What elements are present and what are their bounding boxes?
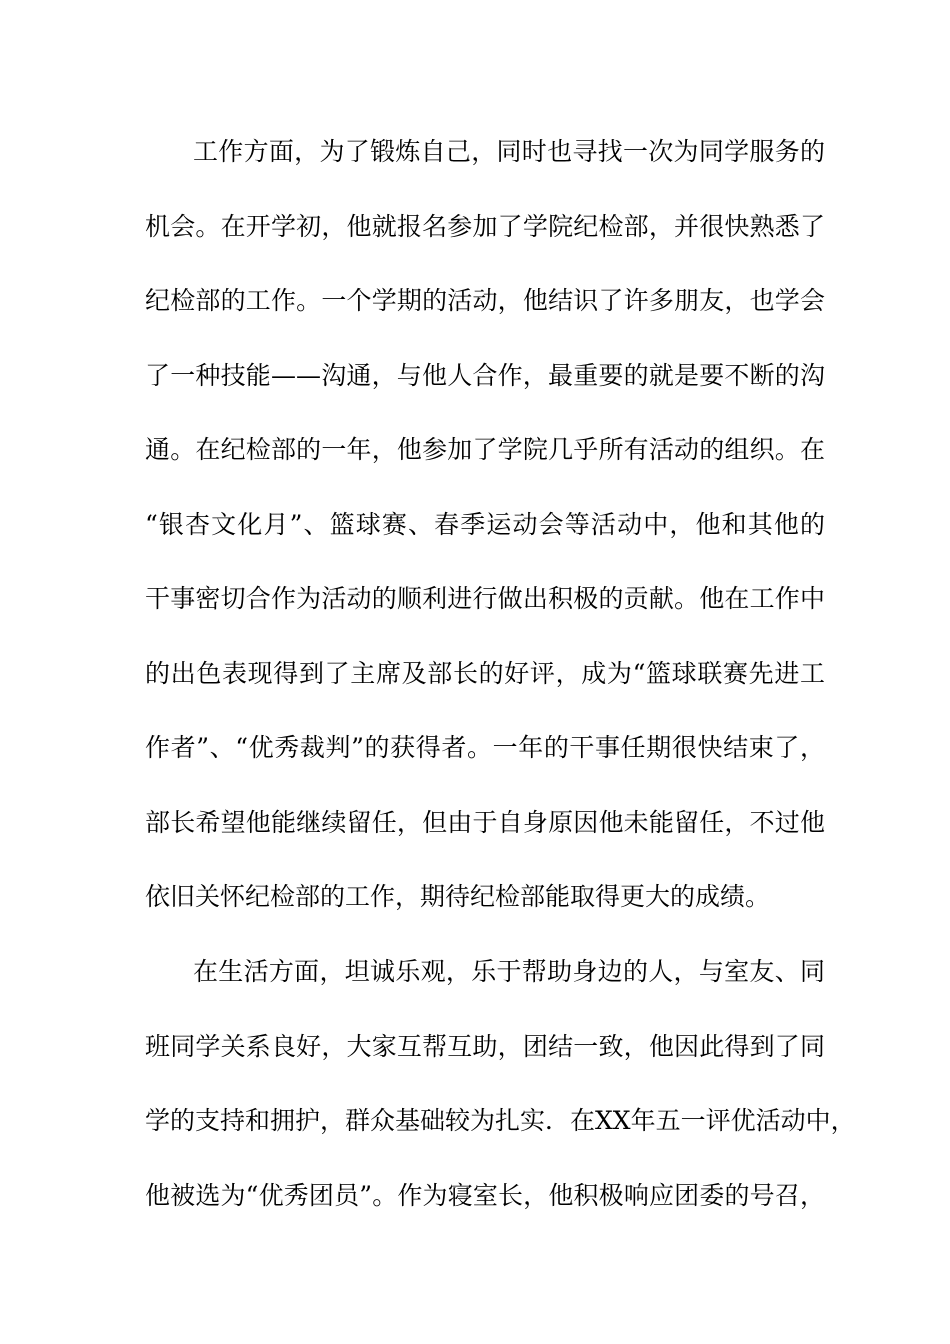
paragraph-2-line-3: 学的支持和拥护，群众基础较为扎实．在XX年五一评优活动中，	[145, 1106, 856, 1135]
paragraph-2-line-2: 班同学关系良好，大家互帮互助，团结一致，他因此得到了同	[145, 1032, 825, 1061]
paragraph-1-line-2: 机会。在开学初，他就报名参加了学院纪检部，并很快熟悉了	[145, 212, 825, 241]
paragraph-1-line-8: 的出色表现得到了主席及部长的好评，成为“篮球联赛先进工	[145, 659, 825, 688]
paragraph-1-line-11: 依旧关怀纪检部的工作，期待纪检部能取得更大的成绩。	[145, 882, 771, 911]
paragraph-1-line-6: “银杏文化月”、篮球赛、春季运动会等活动中，他和其他的	[145, 510, 825, 539]
paragraph-2-line-4: 他被选为“优秀团员”。作为寝室长，他积极响应团委的号召，	[145, 1181, 825, 1210]
paragraph-1-line-10: 部长希望他能继续留任，但由于自身原因他未能留任，不过他	[145, 808, 825, 837]
paragraph-1-line-5: 通。在纪检部的一年，他参加了学院几乎所有活动的组织。在	[145, 435, 825, 464]
paragraph-2-line-1: 在生活方面，坦诚乐观，乐于帮助身边的人，与室友、同	[193, 957, 825, 986]
paragraph-1-line-3: 纪检部的工作。一个学期的活动，他结识了许多朋友，也学会	[145, 286, 825, 315]
paragraph-1-line-1: 工作方面，为了锻炼自己，同时也寻找一次为同学服务的	[193, 137, 825, 166]
paragraph-1-line-7: 干事密切合作为活动的顺利进行做出积极的贡献。他在工作中	[145, 584, 825, 613]
paragraph-1-line-9: 作者”、“优秀裁判”的获得者。一年的干事任期很快结束了，	[145, 733, 825, 762]
paragraph-1-line-4: 了一种技能——沟通，与他人合作，最重要的就是要不断的沟	[145, 361, 825, 390]
